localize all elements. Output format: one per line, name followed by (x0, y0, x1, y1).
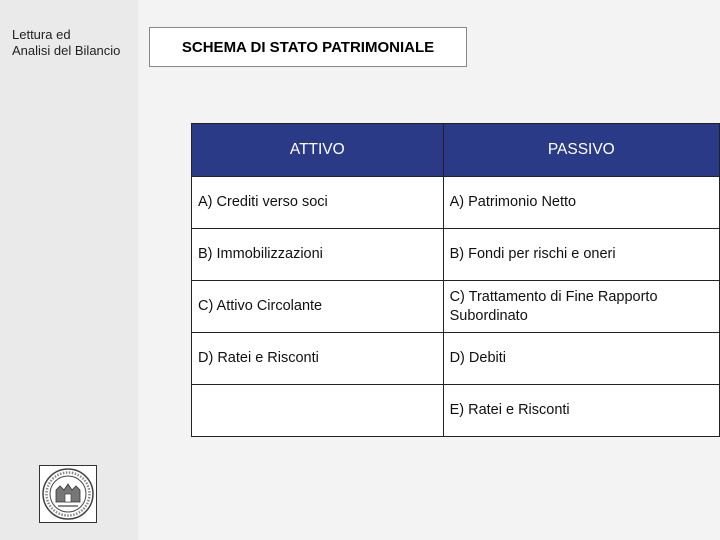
course-title (12, 27, 120, 59)
university-seal-icon (39, 465, 97, 523)
header-attivo: ATTIVO (192, 124, 444, 177)
table-row (192, 333, 720, 385)
passivo-cell: E) Ratei e Risconti (443, 385, 719, 437)
passivo-cell: D) Debiti (443, 333, 719, 385)
table-row (192, 281, 720, 333)
table-header-row (192, 124, 720, 177)
passivo-cell: A) Patrimonio Netto (443, 177, 719, 229)
balance-sheet-table (191, 123, 720, 437)
course-title-line1: Lettura ed (12, 27, 71, 42)
passivo-cell: C) Trattamento di Fine Rapporto Subordinato (443, 281, 719, 333)
table-row (192, 229, 720, 281)
course-title-line2: Analisi del Bilancio (12, 43, 121, 58)
passivo-cell: B) Fondi per rischi e oneri (443, 229, 719, 281)
table-row (192, 385, 720, 437)
sidebar (0, 0, 138, 540)
slide-title: SCHEMA DI STATO PATRIMONIALE (149, 27, 467, 67)
attivo-cell: C) Attivo Circolante (192, 281, 444, 333)
attivo-cell: D) Ratei e Risconti (192, 333, 444, 385)
attivo-cell: B) Immobilizzazioni (192, 229, 444, 281)
header-passivo: PASSIVO (443, 124, 719, 177)
attivo-cell: A) Crediti verso soci (192, 177, 444, 229)
attivo-cell (192, 385, 444, 437)
table-row (192, 177, 720, 229)
